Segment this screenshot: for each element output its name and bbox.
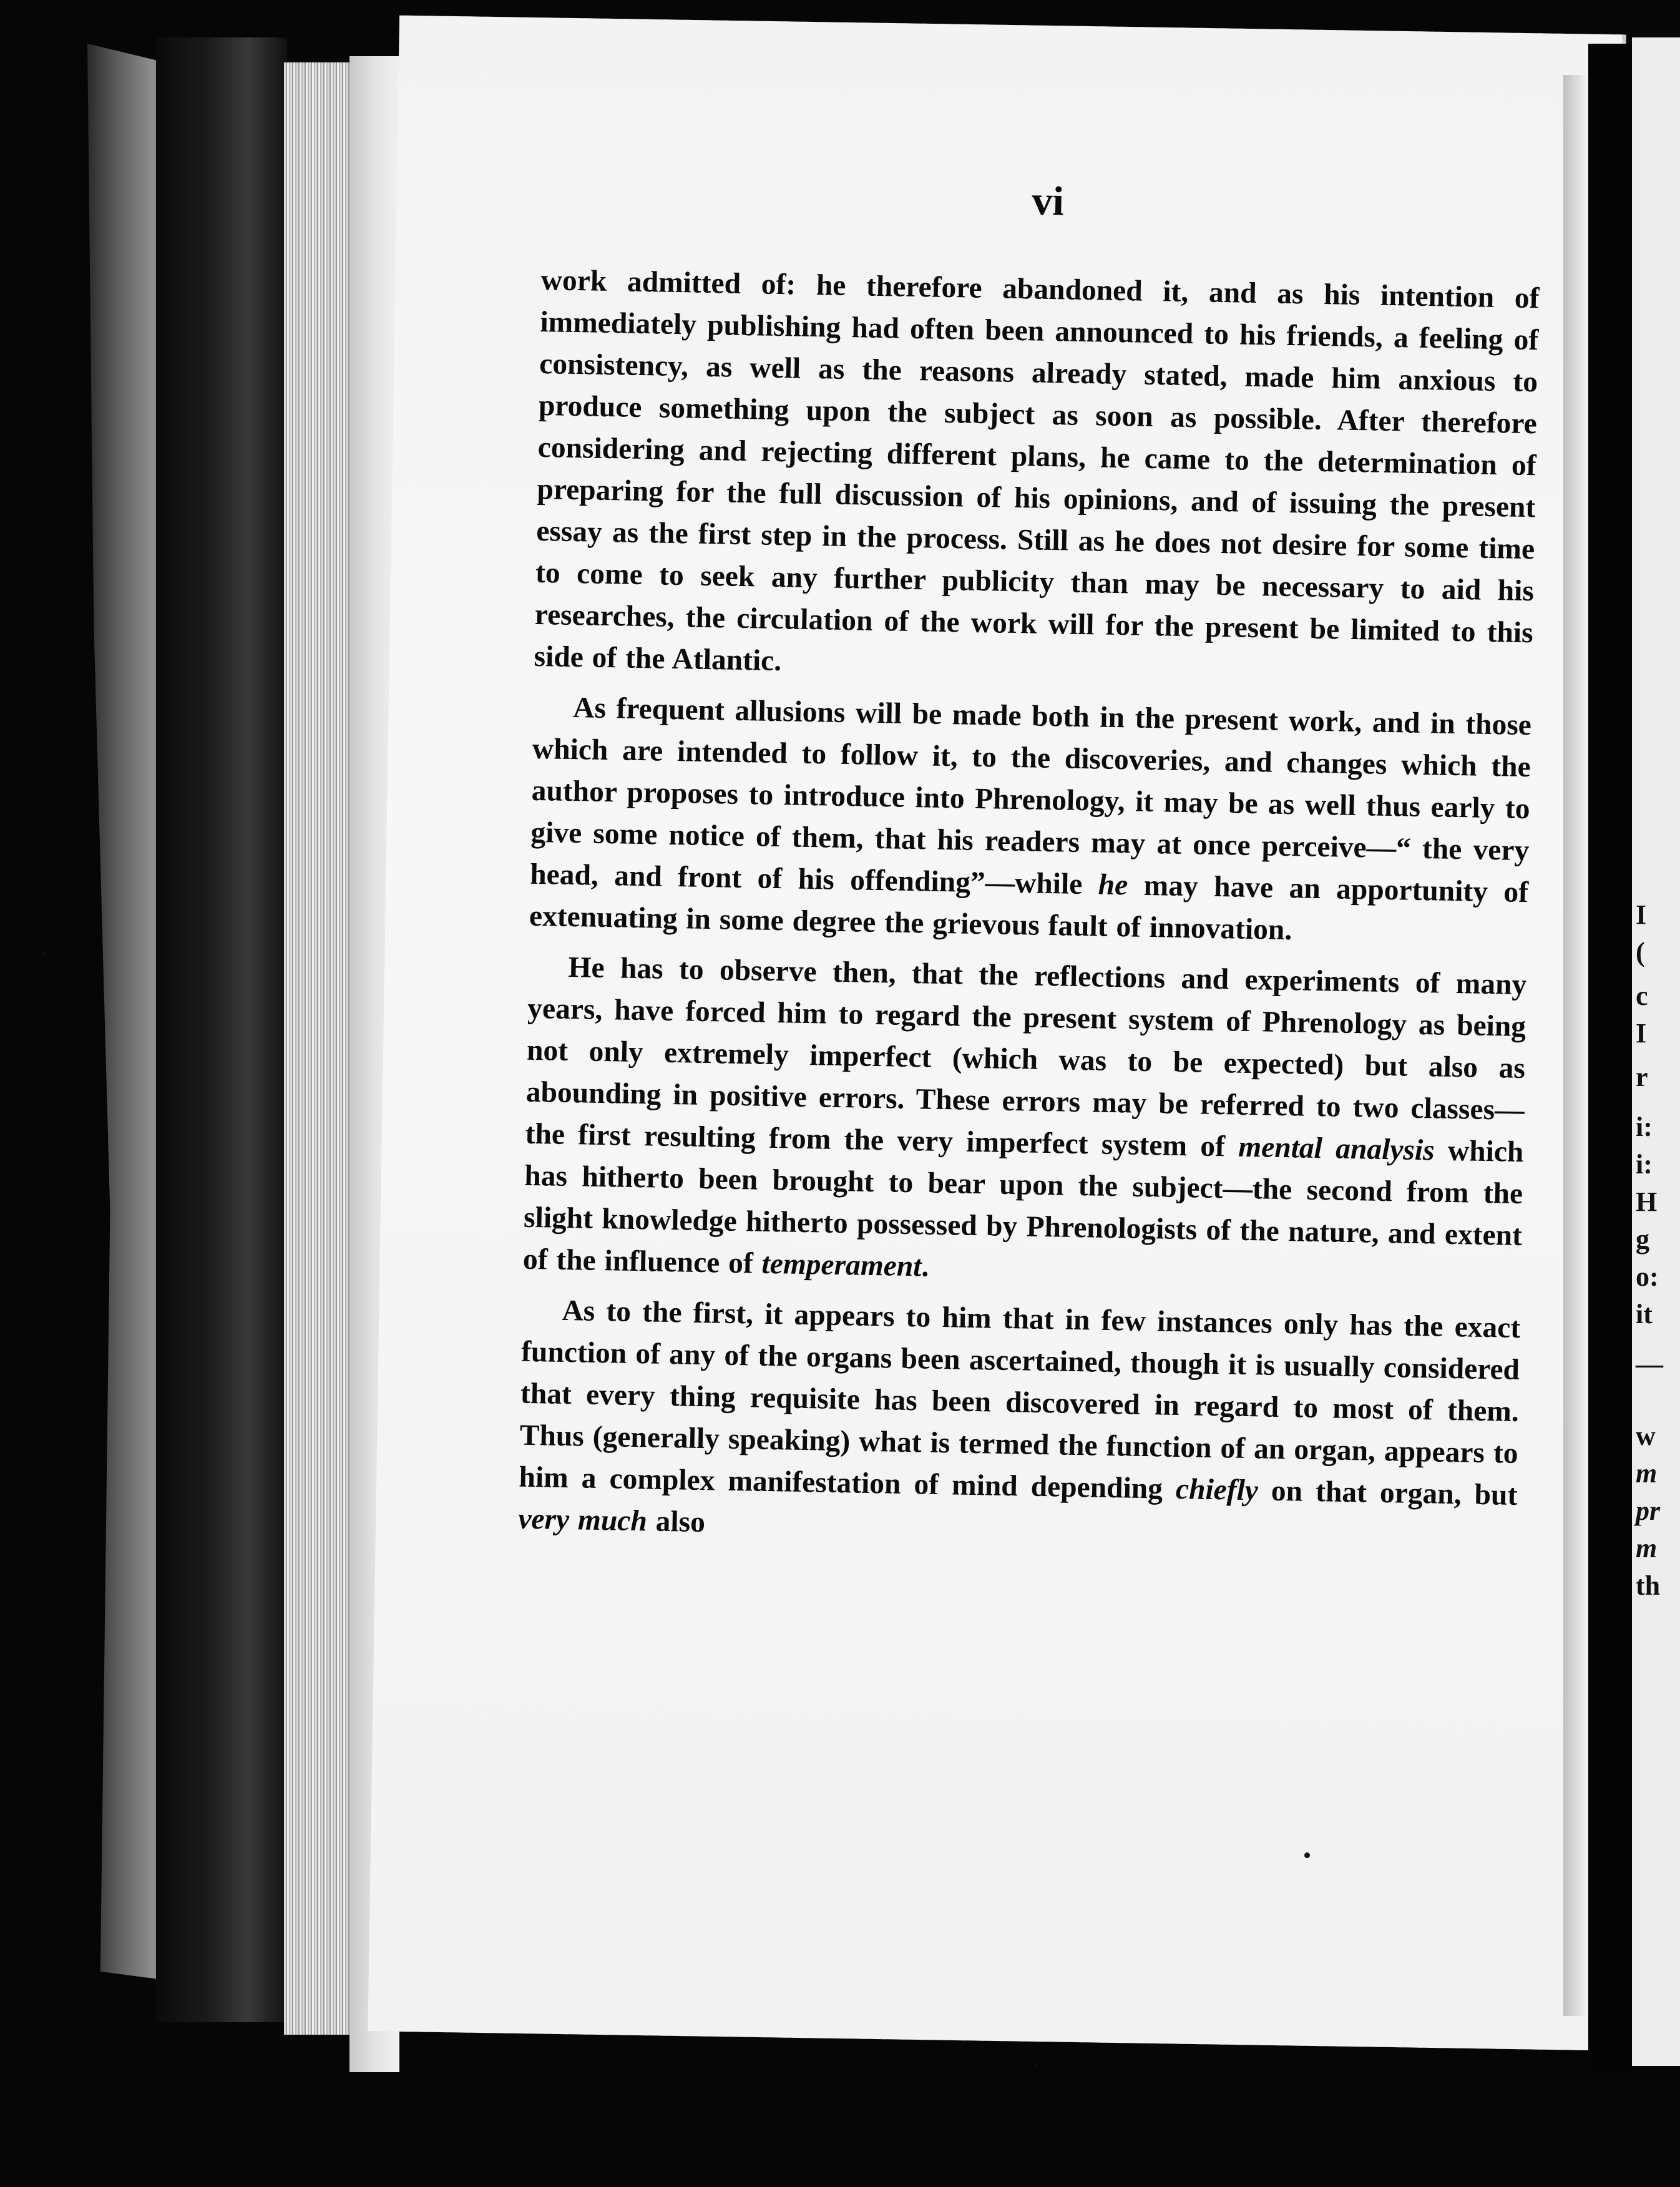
page-divider-shadow	[1588, 44, 1632, 2078]
speck	[1033, 2063, 1037, 2067]
italic-text: he	[1098, 868, 1128, 902]
page-number: vi	[1031, 178, 1065, 225]
text-run: which has hitherto been brought to bear upon the subject—the second from the slight knowledge hitherto possessed by Phrenologists of the nature, and extent of the influence of	[522, 1134, 1524, 1280]
page-text-block	[517, 169, 1541, 1567]
book-spine-shadow	[156, 37, 287, 2022]
facing-page-fragment: i:	[1636, 1149, 1653, 1180]
paragraph	[518, 1289, 1521, 1558]
paragraph	[529, 687, 1531, 956]
facing-page-fragment: g	[1636, 1224, 1649, 1255]
italic-text: mental analysis	[1238, 1130, 1435, 1167]
speck	[1304, 1852, 1310, 1858]
paragraph	[534, 260, 1540, 696]
paragraph	[522, 946, 1527, 1299]
text-run: He has to observe then, that the reflections and experiments of many years, have forced him to regard the present system of Phrenology as being not only extremely imperfect (which was to be expected) but also as abounding in positive errors. These errors may be referred to two classes—the first resulting from the very imperfect system of	[525, 951, 1527, 1163]
facing-page-fragment: I	[1636, 899, 1647, 930]
facing-page-fragment: th	[1636, 1570, 1661, 1601]
speck	[41, 951, 46, 956]
text-run: As frequent allusions will be made both in the present work, and in those which are intended to follow it, to the discoveries, and changes which the author proposes to introduce into Phrenology, it may be as well thus early to give some notice of them, that his readers may at once perceive—“ the very head, and front of his offending”—while	[529, 692, 1532, 901]
facing-page-fragment: (	[1636, 937, 1645, 967]
facing-page-fragment: pr	[1636, 1495, 1661, 1526]
text-run: .	[921, 1250, 929, 1283]
facing-page-fragment: o:	[1636, 1261, 1659, 1292]
text-run: work admitted of: he therefore abandoned it, and as his intention of immediately publishing had often been announced to his friends, a feeling of consistency, as well as the reasons already stated, made him anxious to produce something upon the subject as soon as possible. After therefore considering and rejecting different plans, he came to the determination of preparing for the full discussion of his opinions, and of issuing the present essay as the first step in the process. Still as he does not desire for some time to come to seek any further publicity than may be necessary to aid his researches, the circulation of the work will for the present be limited to this side of the Atlantic.	[534, 263, 1540, 678]
facing-page-fragment: m	[1636, 1533, 1658, 1563]
text-run: on that organ, but	[1258, 1474, 1518, 1512]
italic-text: temperament	[761, 1247, 922, 1283]
facing-page-fragment: m	[1636, 1458, 1658, 1489]
italic-text: very much	[517, 1502, 648, 1538]
facing-page-fragment: w	[1636, 1421, 1656, 1451]
facing-page-fragment: r	[1636, 1062, 1648, 1092]
text-run: also	[647, 1505, 706, 1539]
text-run: may have an apportunity of extenuating in some degree the grievous fault of innovation.	[529, 869, 1529, 947]
facing-page-fragment: —	[1636, 1349, 1663, 1379]
facing-page-fragment: I	[1636, 1018, 1647, 1049]
facing-page-fragment: i:	[1636, 1112, 1653, 1142]
body-text	[518, 260, 1540, 1558]
facing-page-fragment: it	[1636, 1299, 1653, 1329]
facing-page-fragment: H	[1636, 1186, 1658, 1217]
italic-text: chiefly	[1175, 1472, 1259, 1507]
page-right-edge	[1563, 75, 1588, 2016]
page-stack-edges	[284, 62, 353, 2035]
facing-page-fragment: c	[1636, 981, 1648, 1011]
facing-page	[1632, 37, 1680, 2066]
text-run: As to the first, it appears to him that in few instances only has the exact function of any of the organs been ascertained, though it is usually considered that every thing requisite has been discovered in regard to most of them. Thus (generally speaking) what is termed the function of an organ, appears to him a complex manifestation of mind depending	[519, 1294, 1521, 1505]
